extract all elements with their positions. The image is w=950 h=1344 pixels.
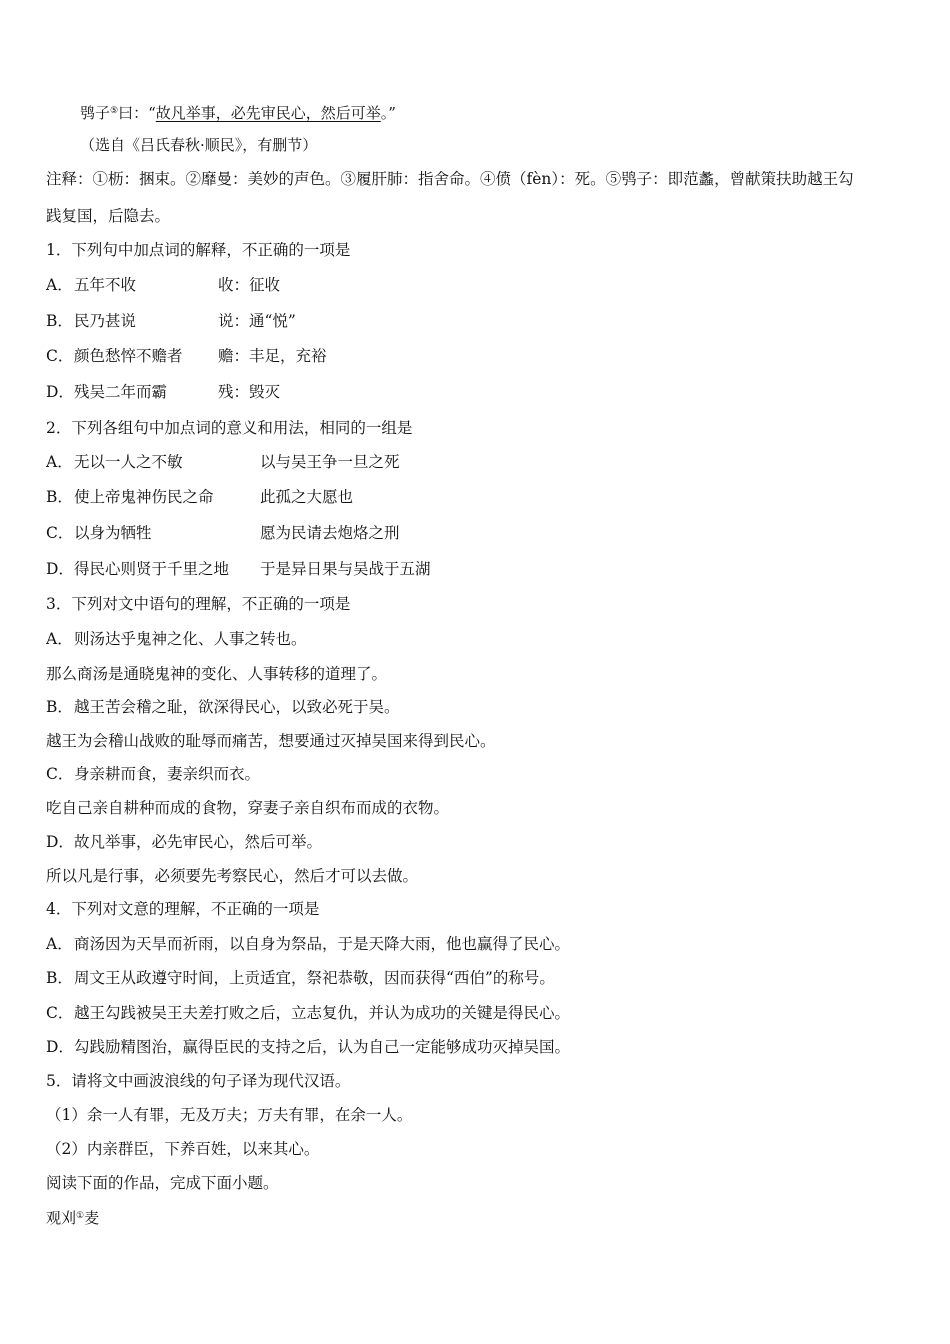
option-text: 则汤达乎鬼神之化、人事之转也。	[74, 630, 307, 648]
annotation-line-2: 践复国，后隐去。	[46, 207, 171, 225]
q4-option-a	[46, 934, 570, 954]
option-letter: C．	[46, 1004, 74, 1022]
q4-option-c	[46, 1003, 570, 1023]
option-left-phrase: 得民心则贤于千里之地	[74, 560, 230, 578]
option-letter: D．	[46, 1038, 74, 1056]
underlined-quote: 故凡举事，必先审民心，然后可举	[155, 104, 381, 122]
poem-title	[46, 1206, 99, 1228]
q3-option-c	[46, 764, 260, 784]
option-text: 故凡举事，必先审民心，然后可举。	[74, 833, 323, 851]
option-letter: C．	[46, 765, 74, 783]
annotation-line-1: 注释：①枥：捆束。②靡曼：美妙的声色。③履肝肺：指舍命。④偾（fèn）：死。⑤鸮子：即范蠡，曾献策扶助越王勾	[46, 170, 854, 188]
q2-option-c	[46, 523, 400, 543]
q3-option-b	[46, 697, 400, 717]
q3-option-c-explanation: 吃自己亲自耕种而成的食物，穿妻子亲自织布而成的衣物。	[46, 799, 450, 817]
question-3-stem: 3．下列对文中语句的理解，不正确的一项是	[46, 595, 351, 613]
option-gloss: 赡：丰足，充裕	[218, 347, 327, 365]
option-text: 五年不收	[74, 276, 137, 294]
option-left-phrase: 使上帝鬼神伤民之命	[74, 488, 214, 506]
q5-item-1: （1）余一人有罪，无及万夫；万夫有罪，在余一人。	[46, 1106, 413, 1124]
q1-option-b	[46, 311, 296, 331]
option-letter: A．	[46, 276, 73, 294]
option-letter: D．	[46, 383, 74, 401]
option-text: 勾践励精图治，赢得臣民的支持之后，认为自己一定能够成功灭掉吴国。	[74, 1038, 571, 1056]
option-text: 民乃甚说	[74, 312, 137, 330]
question-1-stem: 1．下列句中加点词的解释，不正确的一项是	[46, 241, 351, 259]
q3-option-d	[46, 832, 322, 852]
speaker-name: 鸮子	[80, 104, 111, 122]
option-letter: A．	[46, 453, 73, 471]
footnote-marker: ①	[76, 1211, 85, 1221]
q1-option-a	[46, 275, 281, 295]
passage-source: （选自《吕氏春秋·顺民》，有删节）	[80, 136, 318, 154]
q3-option-d-explanation: 所以凡是行事，必须要先考察民心，然后才可以去做。	[46, 867, 419, 885]
option-text: 身亲耕而食，妻亲织而衣。	[74, 765, 261, 783]
option-text: 越王苦会稽之耻，欲深得民心，以致必死于吴。	[74, 698, 400, 716]
q3-option-a-explanation: 那么商汤是通晓鬼神的变化、人事转移的道理了。	[46, 665, 388, 683]
option-text: 商汤因为天旱而祈雨，以自身为祭品，于是天降大雨，他也赢得了民心。	[74, 935, 571, 953]
option-letter: D．	[46, 560, 74, 578]
q2-option-a	[46, 452, 400, 472]
option-right-phrase: 于是异日果与吴战于五湖	[260, 560, 431, 578]
q4-option-d	[46, 1037, 570, 1057]
q2-option-d	[46, 559, 431, 579]
q4-option-b	[46, 968, 555, 988]
question-2-stem: 2．下列各组句中加点词的意义和用法，相同的一组是	[46, 419, 413, 437]
q3-option-a	[46, 629, 307, 649]
poem-title-part: 观刈	[46, 1209, 77, 1227]
option-text: 颜色愁悴不赡者	[74, 347, 183, 365]
option-text: 残吴二年而霸	[74, 383, 168, 401]
option-right-phrase: 以与吴王争一旦之死	[260, 453, 400, 471]
option-text: 周文王从政遵守时间，上贡适宜，祭祀恭敬，因而获得“西伯”的称号。	[74, 969, 555, 987]
option-gloss: 残：毁灭	[218, 383, 281, 401]
q1-option-c	[46, 346, 327, 366]
q2-option-b	[46, 487, 354, 507]
option-letter: A．	[46, 630, 73, 648]
option-letter: B．	[46, 488, 73, 506]
option-letter: B．	[46, 969, 73, 987]
q1-option-d	[46, 382, 281, 402]
option-text: 越王勾践被吴王夫差打败之后，立志复仇，并认为成功的关键是得民心。	[74, 1004, 571, 1022]
option-letter: C．	[46, 524, 74, 542]
option-letter: B．	[46, 312, 73, 330]
speech-suffix: 。”	[380, 104, 396, 122]
option-left-phrase: 以身为牺牲	[74, 524, 152, 542]
option-letter: B．	[46, 698, 73, 716]
option-right-phrase: 此孤之大愿也	[260, 488, 354, 506]
option-letter: D．	[46, 833, 74, 851]
reading-instruction: 阅读下面的作品，完成下面小题。	[46, 1174, 279, 1192]
option-letter: C．	[46, 347, 74, 365]
option-gloss: 说：通“悦”	[218, 312, 296, 330]
option-gloss: 收：征收	[218, 276, 281, 294]
passage-closing-line	[80, 101, 396, 123]
option-letter: A．	[46, 935, 73, 953]
speech-prefix: 曰：“	[118, 104, 156, 122]
poem-title-part: 麦	[84, 1209, 100, 1227]
q3-option-b-explanation: 越王为会稽山战败的耻辱而痛苦，想要通过灭掉吴国来得到民心。	[46, 732, 496, 750]
question-4-stem: 4．下列对文意的理解，不正确的一项是	[46, 900, 320, 918]
option-right-phrase: 愿为民请去炮烙之刑	[260, 524, 400, 542]
q5-item-2: （2）内亲群臣，下养百姓，以来其心。	[46, 1140, 320, 1158]
question-5-stem: 5．请将文中画波浪线的句子译为现代汉语。	[46, 1072, 351, 1090]
option-left-phrase: 无以一人之不敏	[74, 453, 183, 471]
footnote-marker: ⑤	[110, 106, 119, 116]
